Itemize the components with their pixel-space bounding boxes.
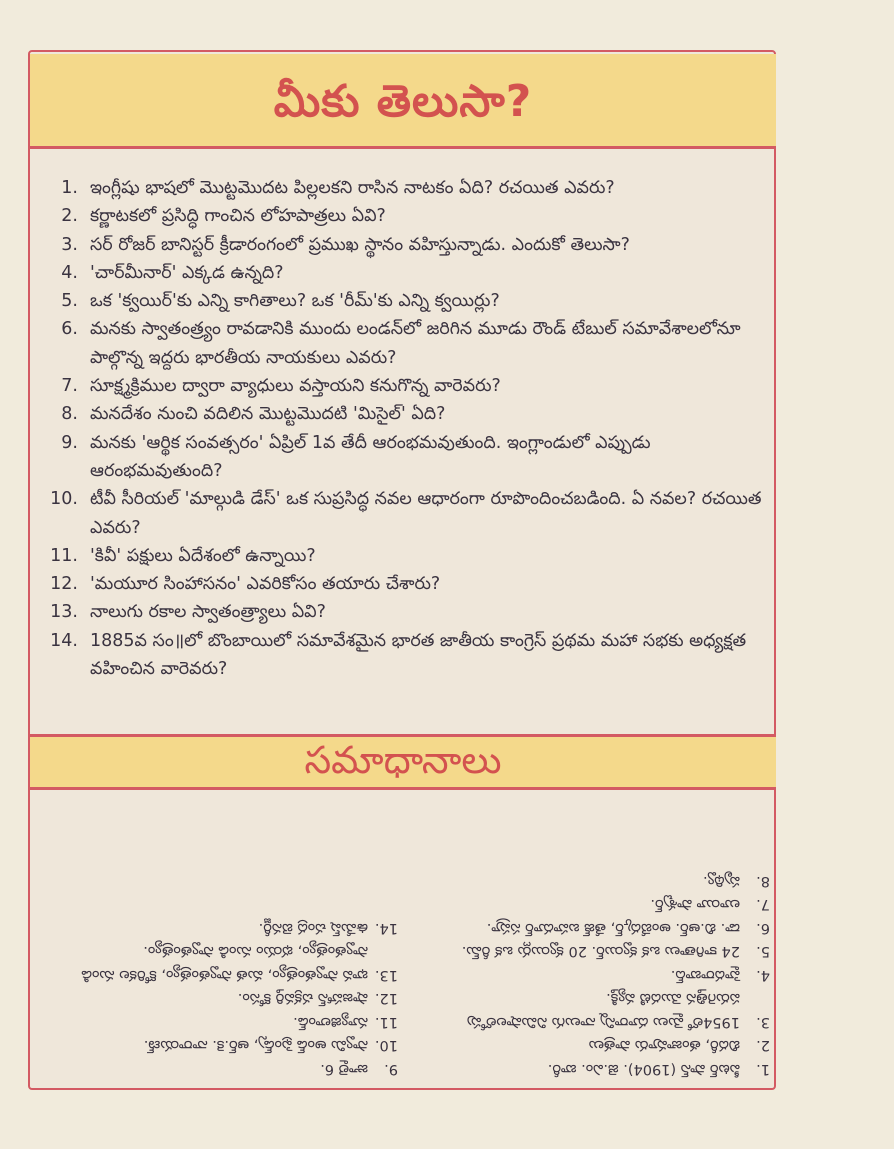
question-item: 7. సూక్ష్మక్రిముల ద్వారా వ్యాధులు వస్తాయని కనుగొన్న వారెవరు?	[61, 376, 501, 397]
question-item: 11. 'కివీ' పక్షులు ఏదేశంలో ఉన్నాయి?	[50, 545, 316, 566]
answer-item: 9. జూలై 6.	[320, 1061, 398, 1077]
answer-item: 6. డా. బి.ఆర్. అంబేద్కర్, తేజ్ బహదూర్ సప్రూ.	[486, 920, 770, 936]
answer-item: 1. పీటర్ పాన్ (1904). జె.ఎం. బారీ.	[547, 1061, 770, 1077]
question-item: 5. ఒక 'క్వయిర్'కు ఎన్ని కాగితాలు? ఒక 'రీమ్'కు ఎన్ని క్వయిర్లు?	[61, 291, 500, 312]
answers-column-left	[412, 800, 770, 1080]
page-title: మీకు తెలుసా?	[273, 76, 533, 127]
question-item: 6. మనకు స్వాతంత్ర్యం రావడానికి ముందు లండన్‌లో జరిగిన మూడు రౌండ్ టేబుల్ సమావేశాలలోనూ పాల్గొన్న ఇద్దరు భారతీయ నాయకులు ఎవరు?	[61, 319, 741, 368]
question-item: 14. 1885వ సం॥లో బొంబాయిలో సమావేశమైన భారత జాతీయ కాంగ్రెస్ ప్రథమ మహా సభకు అధ్యక్షత వహించిన వారెవరు?	[50, 630, 747, 680]
question-item: 12. 'మయూర సింహాసనం' ఎవరికోసం తయారు చేశారు?	[50, 574, 441, 595]
answer-item: 10. స్వామి అండ్ ఫ్రెండ్స్, ఆర్.కె. నారాయణ్.	[143, 1037, 398, 1054]
question-item: 8. మనదేశం నుంచి వదిలిన మొట్టమొదటి 'మిసైల్' ఏది?	[61, 404, 446, 425]
answer-item: 4. హైదరాబాద్.	[670, 967, 770, 983]
question-item: 1. ఇంగ్లీషు భాషలో మొట్టమొదట పిల్లలకని రాసిన నాటకం ఏది? రచయిత ఎవరు?	[61, 178, 615, 198]
question-item: 10. టీవీ సీరియల్ 'మాల్గుడి డేస్' ఒక సుప్రసిద్ధ నవల ఆధారంగా రూపొందించబడింది. ఏ నవల? రచయిత ఎవరు?	[50, 489, 762, 538]
question-item: 4. 'చార్‌మీనార్' ఎక్కడ ఉన్నది?	[61, 262, 284, 283]
answer-item: 7. లూయీ పాశ్చర్.	[650, 896, 770, 913]
answer-item: 14. ఉమేష్ చంద్ర బెనర్జీ.	[258, 920, 398, 936]
answer-item: 13. భావ స్వాతంత్ర్యం, మత స్వాతంత్ర్యం, కోరికల నుండి స్వాతంత్ర్యం, భయం నుండి స్వాతంత్ర్యం.	[81, 943, 398, 983]
answer-item: 2. బిదరీ, తంజావూరు పాత్రలు	[588, 1037, 770, 1054]
question-item: 2. కర్ణాటకలో ప్రసిద్ధి గాంచిన లోహపాత్రలు ఏవి?	[61, 206, 386, 227]
answer-item: 8. పృథ్వి.	[703, 873, 770, 889]
question-item: 9. మనకు 'ఆర్థిక సంవత్సరం' ఏప్రిల్ 1వ తేదీ ఆరంభమవుతుంది. ఇంగ్లాండులో ఎప్పుడు ఆరంభమవుతుంది?	[61, 432, 651, 481]
answer-item: 3. 1954లో మైలు దూరాన్ని నాలుగు నిమిషాలలోపు పరుగెత్తిన మొదటి వ్యక్తి.	[466, 990, 770, 1030]
answers-column-right	[40, 800, 398, 1080]
question-item: 3. సర్ రోజర్ బానిస్టర్ క్రీడారంగంలో ప్రముఖ స్థానం వహిస్తున్నాడు. ఎందుకో తెలుసా?	[61, 234, 630, 255]
answers-upside-down	[40, 800, 770, 1080]
answer-item: 11. న్యూజిలాండ్.	[293, 1014, 398, 1030]
question-item: 13. నాలుగు రకాల స్వాతంత్ర్యాలు ఏవి?	[50, 602, 326, 623]
answer-item: 5. 24 కాగితాలు ఒక క్వయిర్. 20 క్వయిర్లు ఒక రీమ్.	[461, 943, 770, 960]
answer-item: 12. షాజహాన్ చక్రవర్తి కోసం.	[237, 990, 398, 1007]
questions-list	[38, 174, 778, 683]
answers-title: సమాధానాలు	[304, 738, 502, 782]
